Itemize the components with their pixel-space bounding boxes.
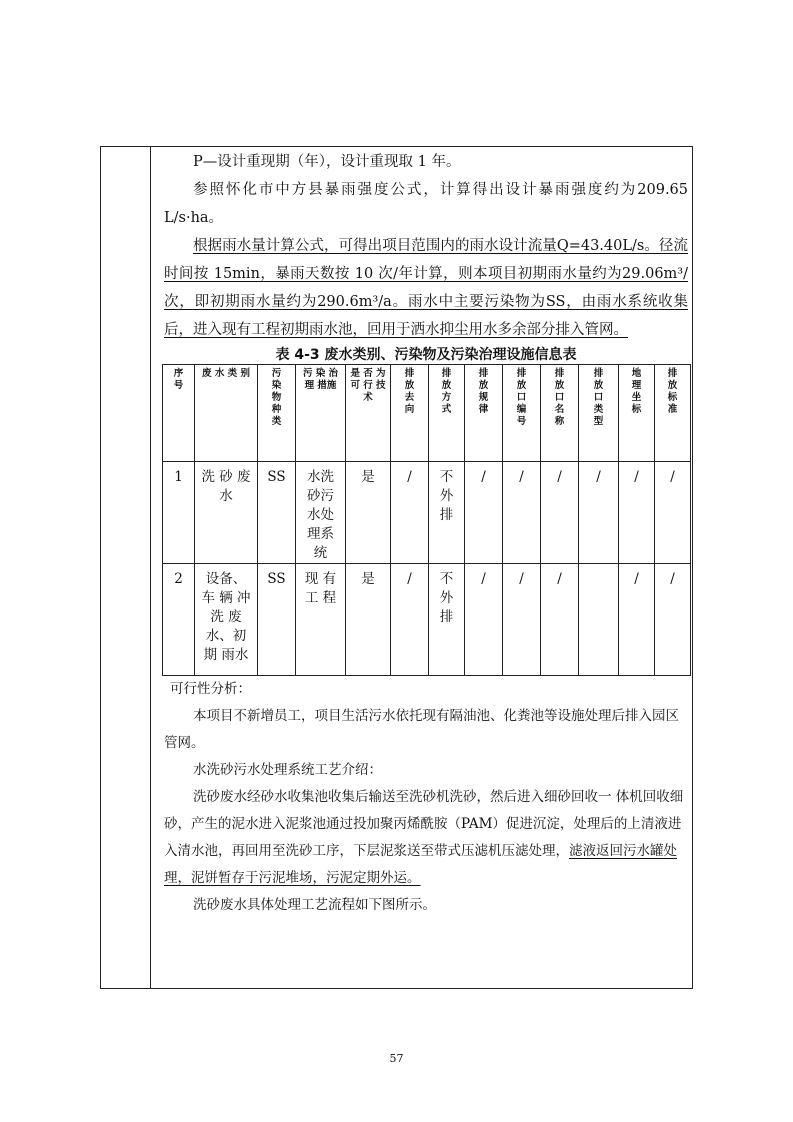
table-cell: SS [258, 462, 296, 564]
paragraph-process-intro: 水洗砂污水处理系统工艺介绍： [193, 762, 382, 778]
paragraph-flow-note: 洗砂废水具体处理工艺流程如下图所示。 [193, 897, 436, 913]
table-cell [579, 564, 619, 676]
paragraph-return-period: P—设计重现期（年），设计重现取 1 年。 [193, 154, 461, 170]
wastewater-table [162, 364, 691, 676]
table-header-row [163, 365, 691, 462]
header-destination: 排放去向 [391, 365, 429, 462]
table-cell: / [391, 462, 429, 564]
paragraph-rainwater-calc: 根据雨水量计算公式，可得出项目范围内的雨水设计流量Q=43.40L/s。径流时间按 15min，暴雨天数按 10 次/年计算，则本项目初期雨水量约为29.06m³/次，即初期雨水量约为290.6m³/a。雨水中主要污染物为SS，由雨水系统收集后，进入现有工程初期雨水池，回用于洒水抑尘用水多余部分排入管网。 [164, 238, 688, 338]
header-treatment: 污 染 治 理 措施 [296, 365, 346, 462]
page-number: 57 [389, 1052, 404, 1065]
paragraph-domestic-sewage: 本项目不新增员工，项目生活污水依托现有隔油池、化粪池等设施处理后排入园区管网。 [164, 708, 679, 751]
table-cell: 洗 砂 废 水 [195, 462, 258, 564]
header-outlet-name: 排放口名称 [541, 365, 579, 462]
table-cell: 2 [163, 564, 195, 676]
header-pattern: 排放规律 [465, 365, 503, 462]
header-seq: 序号 [163, 365, 195, 462]
analysis-heading: 可行性分析： [170, 681, 251, 697]
paragraph-process-description [164, 784, 688, 892]
table-cell: / [465, 564, 503, 676]
header-pollutant: 污染物种类 [258, 365, 296, 462]
header-outlet-type: 排放口类型 [579, 365, 619, 462]
header-outlet-id: 排放口编号 [503, 365, 541, 462]
table-cell: 不外排 [429, 462, 465, 564]
table-cell: 不外排 [429, 564, 465, 676]
header-category: 废 水 类 别 [195, 365, 258, 462]
table-cell: / [391, 564, 429, 676]
table-cell: 是 [346, 564, 391, 676]
table-cell: / [579, 462, 619, 564]
table-cell: 水洗砂污水处理系统 [296, 462, 346, 564]
header-method: 排放方式 [429, 365, 465, 462]
header-coordinates: 地理坐标 [619, 365, 655, 462]
table-cell: 1 [163, 462, 195, 564]
frame-divider [150, 146, 151, 989]
table-cell: / [619, 462, 655, 564]
table-cell: / [541, 564, 579, 676]
table-cell: / [655, 462, 691, 564]
table-cell: / [503, 462, 541, 564]
table-cell: / [619, 564, 655, 676]
table-title: 表 4-3 废水类别、污染物及污染治理设施信息表 [275, 347, 577, 363]
table-row [163, 564, 691, 676]
main-content [164, 146, 688, 919]
process-description-underlined: 滤液返回污水罐处理，泥饼暂存于污泥堆场，污泥定期外运。 [164, 843, 677, 886]
table-cell: SS [258, 564, 296, 676]
table-cell: / [655, 564, 691, 676]
table-cell: / [503, 564, 541, 676]
table-cell: 是 [346, 462, 391, 564]
header-feasible: 是 否 为 可 行 技 术 [346, 365, 391, 462]
table-cell: / [465, 462, 503, 564]
table-cell: 现 有 工 程 [296, 564, 346, 676]
table-cell: 设备、车 辆 冲 洗 废水、初 期 雨水 [195, 564, 258, 676]
paragraph-storm-intensity: 参照怀化市中方县暴雨强度公式，计算得出设计暴雨强度约为209.65 L/s·ha。 [164, 182, 688, 226]
header-standard: 排放标准 [655, 365, 691, 462]
table-row [163, 462, 691, 564]
process-description-main: 洗砂废水经砂水收集池收集后输送至洗砂机洗砂，然后进入细砂回收一 体机回收细砂，产生的泥水进入泥浆池通过投加聚丙烯酰胺（PAM）促进沉淀，处理后的上清液进入清水池，再回用至洗砂工序，下层泥浆送至带式压滤机压滤处理， [164, 789, 684, 859]
table-cell: / [541, 462, 579, 564]
